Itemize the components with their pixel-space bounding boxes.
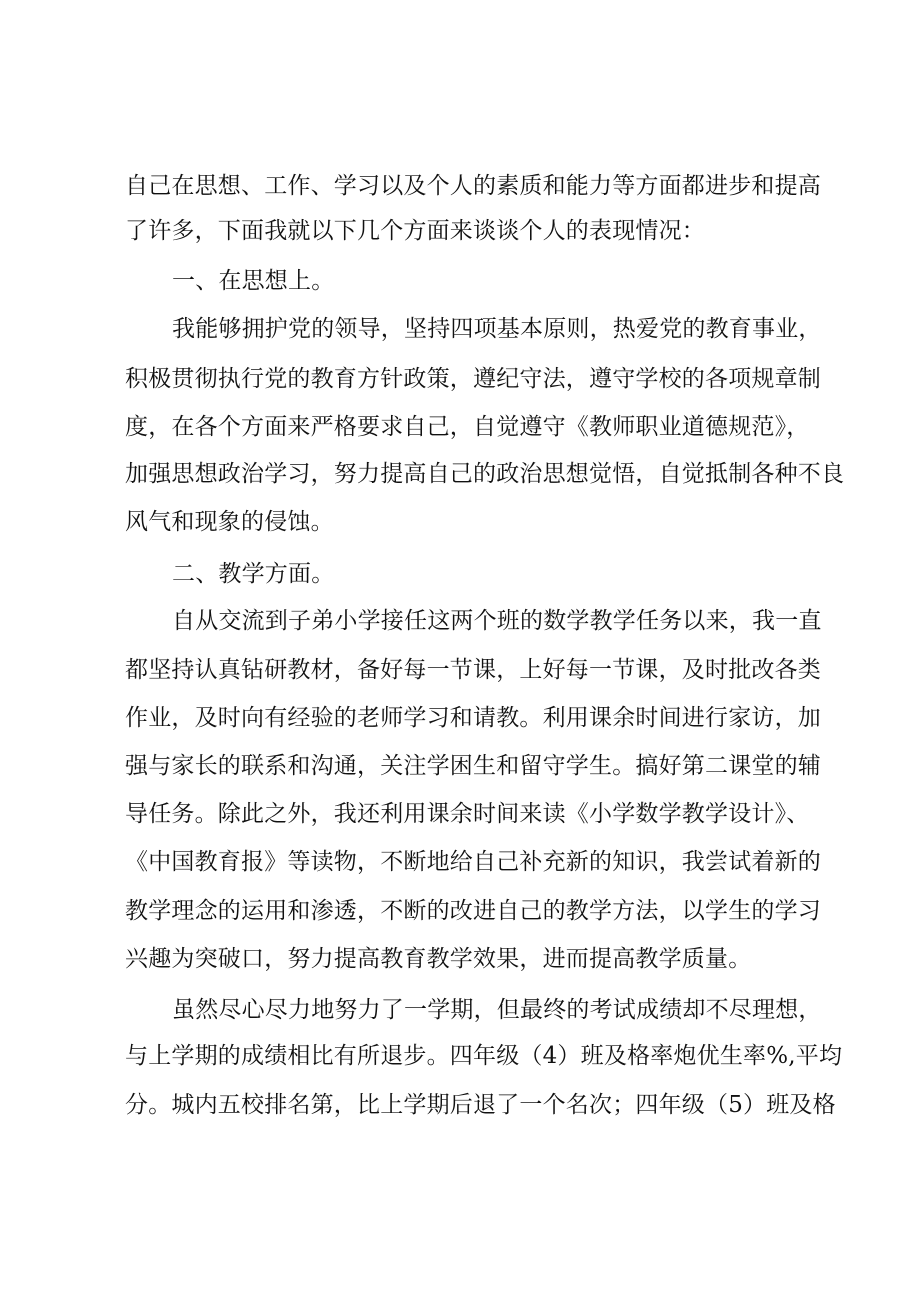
text-line: 风气和现象的侵蚀。 xyxy=(125,509,334,535)
text-line: 强与家长的联系和沟通，关注学困生和留守学生。搞好第二课堂的辅 xyxy=(125,753,821,779)
text-line: 自从交流到子弟小学接任这两个班的数学教学任务以来，我一直 xyxy=(172,608,822,634)
text-line: 都坚持认真钻研教材，备好每一节课，上好每一节课，及时批改各类 xyxy=(125,657,821,683)
section-heading: 一、在思想上。 xyxy=(172,268,335,294)
text-line: 分。城内五校排名第，比上学期后退了一个名次；四年级（5）班及格 xyxy=(125,1092,836,1118)
text-line: 加强思想政治学习，努力提高自己的政治思想觉悟，自觉抵制各种不良 xyxy=(125,461,845,487)
text-line: 积极贯彻执行党的教育方针政策，遵纪守法，遵守学校的各项规章制 xyxy=(125,366,821,392)
text-line: 《中国教育报》等读物，不断地给自己补充新的知识，我尝试着新的 xyxy=(125,849,821,875)
text-line: 虽然尽心尽力地努力了一学期，但最终的考试成绩却不尽理想， xyxy=(172,997,822,1023)
text-line: 导任务。除此之外，我还利用课余时间来读《小学数学教学设计》、 xyxy=(125,801,810,827)
text-line: 度，在各个方面来严格要求自己，自觉遵守《教师职业道德规范》， xyxy=(125,414,810,440)
text-line: 兴趣为突破口，努力提高教育教学效果，进而提高教学质量。 xyxy=(125,946,752,972)
text-line: 与上学期的成绩相比有所退步。四年级（4）班及格率炮优生率%,平均 xyxy=(125,1043,843,1069)
text-line: 我能够拥护党的领导，坚持四项基本原则，热爱党的教育事业， xyxy=(172,316,822,342)
section-heading: 二、教学方面。 xyxy=(172,561,335,587)
text-line: 作业，及时向有经验的老师学习和请教。利用课余时间进行家访，加 xyxy=(125,705,821,731)
text-line: 了许多，下面我就以下几个方面来谈谈个人的表现情况： xyxy=(125,218,705,244)
text-line: 教学理念的运用和渗透，不断的改进自己的教学方法，以学生的学习 xyxy=(125,898,821,924)
text-line: 自己在思想、工作、学习以及个人的素质和能力等方面都进步和提高 xyxy=(125,173,821,199)
